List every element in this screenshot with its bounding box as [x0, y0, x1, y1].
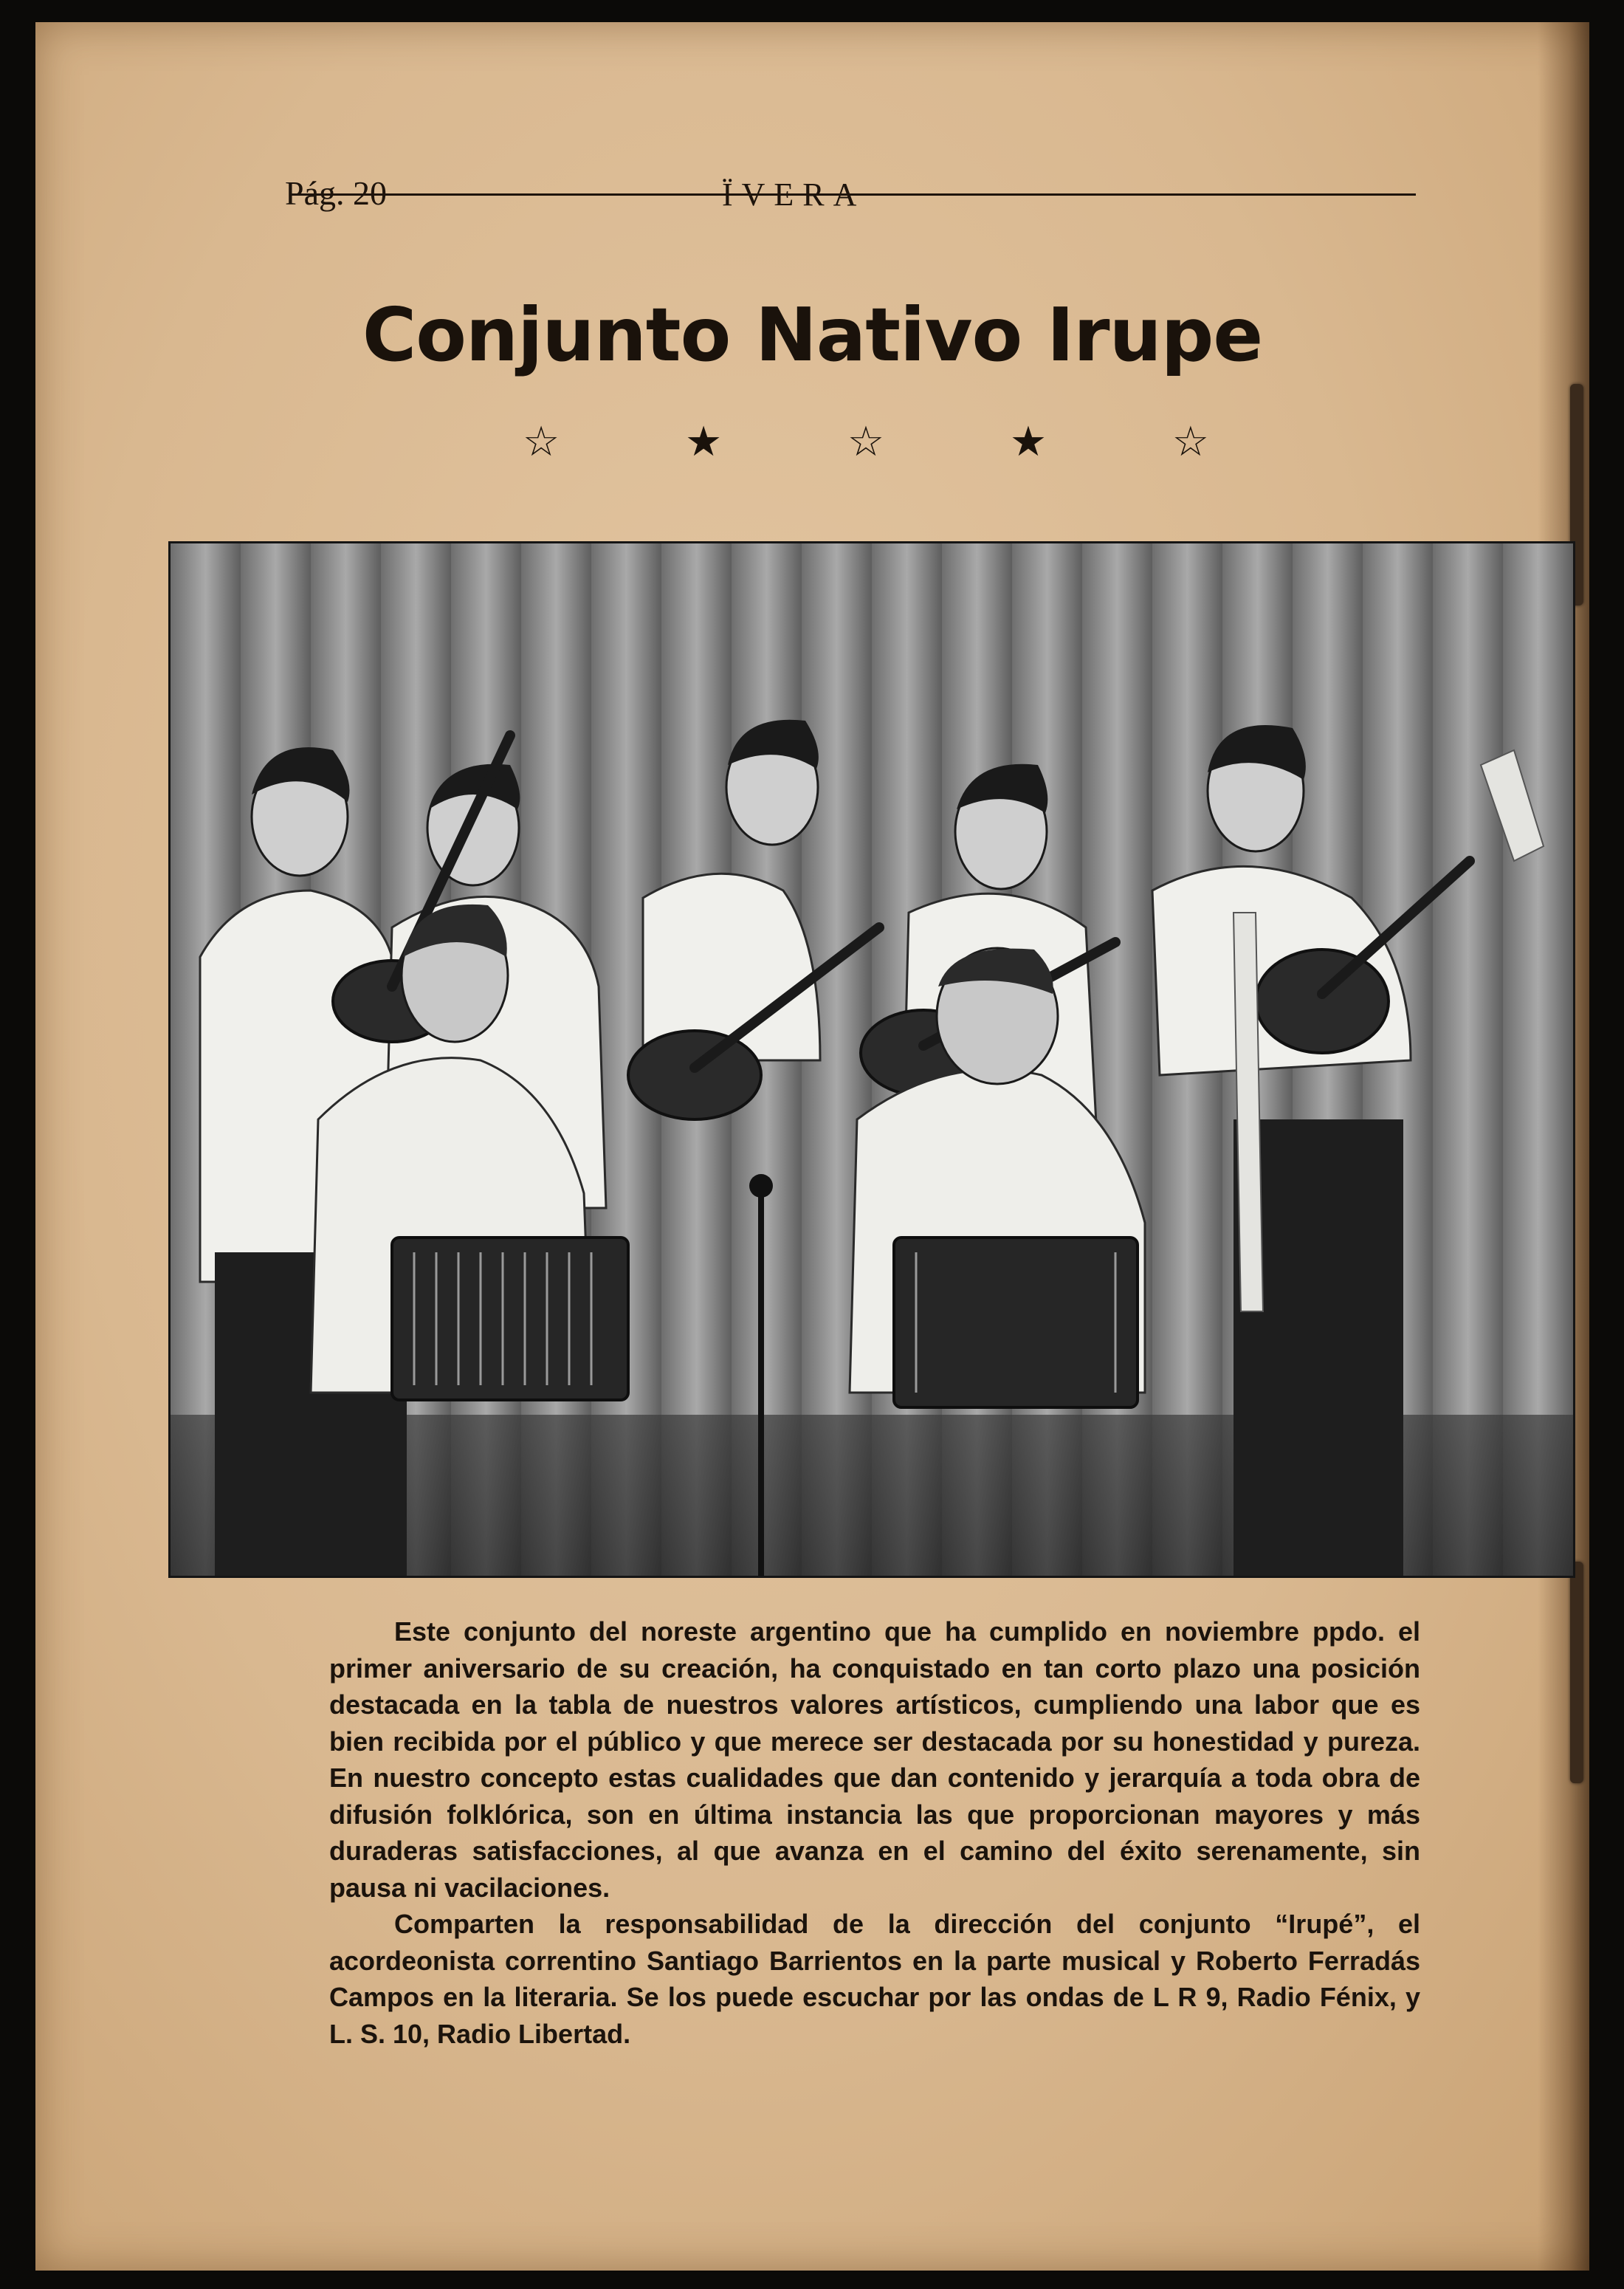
group-photo-illustration	[171, 543, 1573, 1576]
group-photograph	[171, 543, 1573, 1576]
article-paragraph: Comparten la responsabilidad de la dirección del conjunto “Irupé”, el acordeonista correntino Santiago Barrientos en la parte musical y Roberto Ferradás Campos en la literaria. Se los puede escuchar por las ondas de L R 9, Radio Fénix, y L. S. 10, Radio Libertad.	[329, 1909, 1420, 2049]
staple-bottom	[1570, 1562, 1583, 1783]
article-paragraph: Este conjunto del noreste argentino que ha cumplido en noviembre ppdo. el primer aniversario de su creación, ha conquistado en tan corto plazo una posición destacada en la tabla de nuestros valores artísticos, cumpliendo una labor que es bien recibida por el público y que merece ser destacada por su honestidad y pureza. En nuestro concepto estas cualidades que dan contenido y jerarquía a toda obra de difusión folklórica, son en última instancia las que proporcionan mayores y más duraderas satisfacciones, al que avanza en el camino del éxito serenamente, sin pausa ni vacilaciones.	[329, 1616, 1420, 1903]
star-outline-icon: ☆	[847, 418, 885, 464]
magazine-page	[35, 22, 1589, 2271]
article-title: Conjunto Nativo Irupe	[362, 292, 1263, 378]
star-outline-icon: ☆	[1171, 418, 1209, 464]
star-ornament-row	[523, 418, 1209, 464]
page-number: Pág. 20	[285, 174, 387, 212]
star-filled-icon: ★	[1009, 418, 1047, 464]
article-body	[329, 1613, 1420, 2052]
magazine-name: ÏVERA	[722, 176, 866, 213]
star-filled-icon: ★	[684, 418, 723, 464]
star-outline-icon: ☆	[523, 418, 560, 464]
